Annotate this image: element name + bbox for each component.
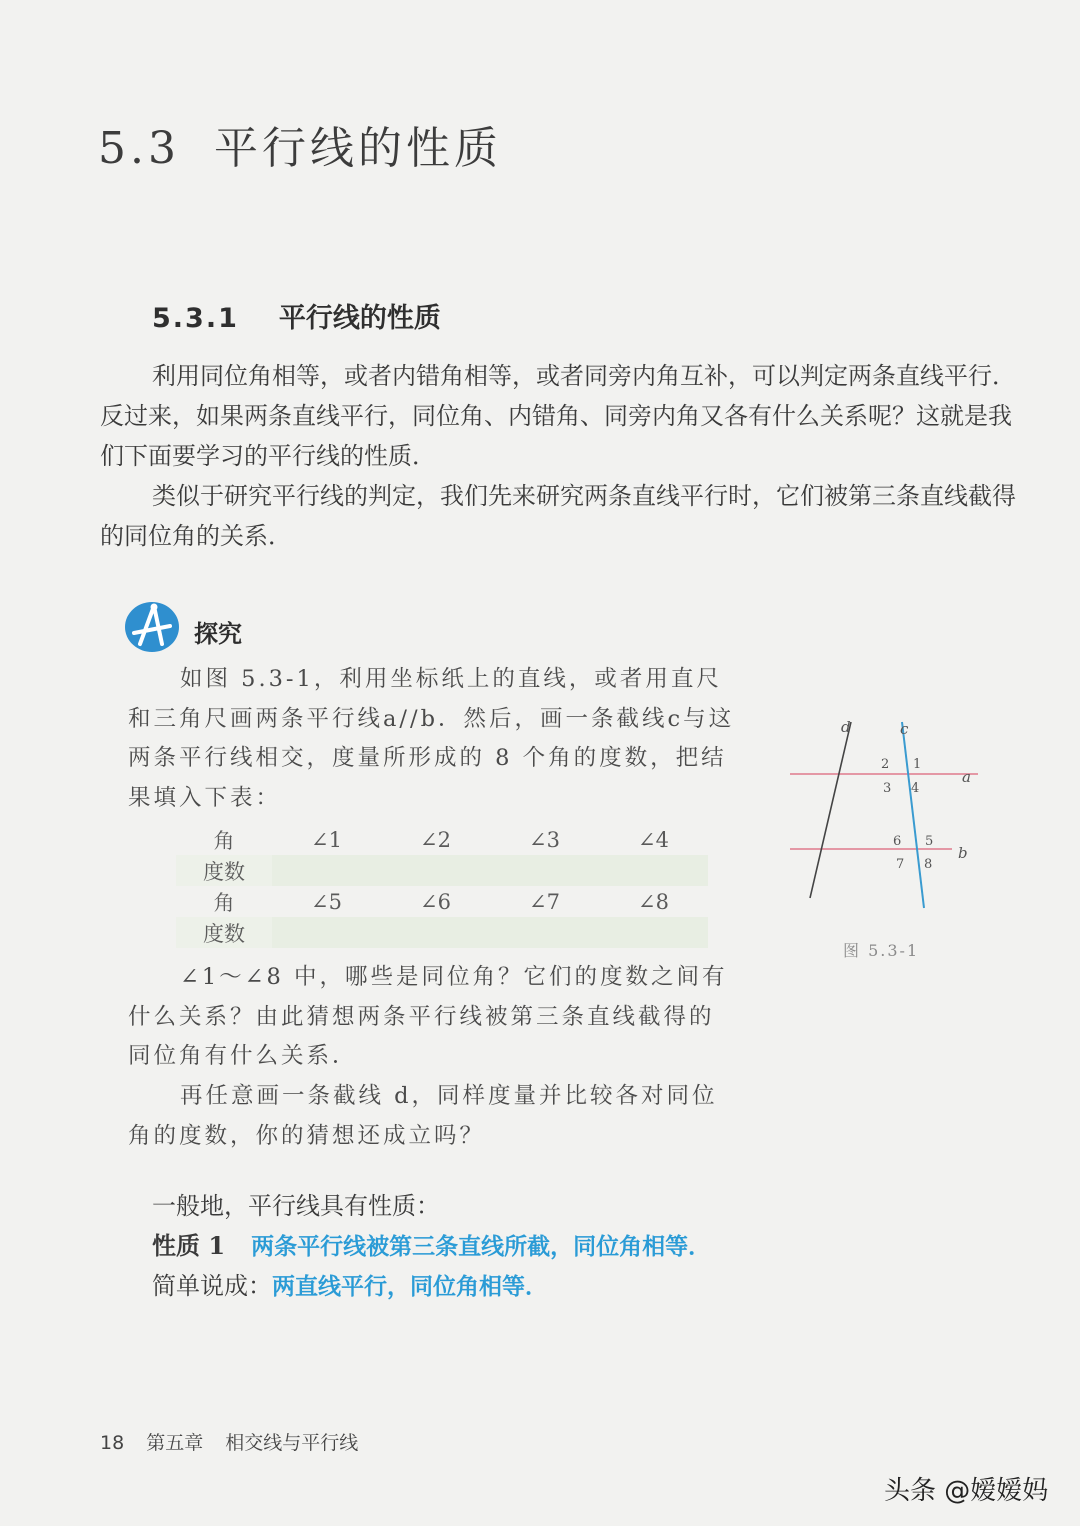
table-cell: ∠1	[311, 827, 342, 852]
general-statement: 一般地，平行线具有性质：	[152, 1192, 440, 1220]
table-row	[176, 855, 708, 886]
table-row	[176, 917, 708, 948]
chapter-label: 第五章	[146, 1432, 204, 1454]
page-number: 18	[100, 1432, 125, 1454]
table-cell	[381, 917, 490, 948]
table-cell	[272, 917, 381, 948]
table-cell: ∠2	[420, 827, 451, 852]
page-footer	[100, 1428, 358, 1455]
section-number: 5.3	[98, 123, 180, 174]
property-1	[152, 1226, 711, 1261]
explore-paragraph-3: 再任意画一条截线 d，同样度量并比较各对同位角的度数，你的猜想还成立吗？	[128, 1083, 718, 1149]
table-cell	[381, 855, 490, 886]
table-row-header: 度数	[176, 855, 272, 886]
label-d: d	[841, 718, 851, 736]
angle-measure-table	[176, 824, 708, 948]
table-cell	[490, 917, 599, 948]
table-cell: ∠4	[638, 827, 669, 852]
angle-6-label: 6	[893, 834, 902, 849]
table-cell	[490, 855, 599, 886]
angle-2-label: 2	[881, 757, 890, 772]
table-cell	[599, 917, 708, 948]
compass-explore-icon	[124, 600, 182, 658]
section-title-text: 平行线的性质	[213, 123, 502, 174]
property-label: 性质 1	[152, 1231, 226, 1260]
angle-4-label: 4	[911, 781, 920, 796]
table-cell: ∠6	[420, 889, 451, 914]
short-statement: 两直线平行，同位角相等．	[272, 1274, 548, 1300]
transversal-c	[902, 722, 924, 908]
table-cell: ∠7	[529, 889, 560, 914]
watermark: 头条 @嫒嫒妈	[884, 1476, 1049, 1506]
angle-1-label: 1	[913, 757, 922, 772]
angle-5-label: 5	[925, 834, 934, 849]
table-cell: ∠3	[529, 827, 560, 852]
table-row	[176, 886, 708, 917]
subsection-title-text: 平行线的性质	[278, 303, 441, 334]
angle-7-label: 7	[896, 857, 905, 872]
table-row-header: 度数	[176, 917, 272, 948]
figure-caption: 图 5.3-1	[843, 941, 920, 960]
subsection-title	[152, 296, 441, 335]
chapter-title: 相交线与平行线	[225, 1432, 359, 1454]
table-cell	[272, 855, 381, 886]
intro-paragraph-2: 类似于研究平行线的判定，我们先来研究两条直线平行时，它们被第三条直线截得的同位角的关系．	[100, 482, 1016, 550]
transversal-d	[810, 722, 851, 898]
short-prefix: 简单说成：	[152, 1272, 272, 1300]
table-row-header: 角	[213, 890, 235, 915]
property-short-form	[152, 1266, 548, 1301]
label-a: a	[962, 768, 971, 786]
angle-3-label: 3	[883, 781, 892, 796]
table-cell	[599, 855, 708, 886]
property-statement: 两条平行线被第三条直线所截，同位角相等．	[251, 1234, 712, 1260]
subsection-number: 5.3.1	[152, 303, 239, 334]
explore-paragraph-1: 如图 5.3-1，利用坐标纸上的直线，或者用直尺和三角尺画两条平行线a//b．然后，画一条截线c与这两条平行线相交，度量所形成的 8 个角的度数，把结果填入下表：	[128, 666, 735, 811]
explore-paragraph-2: ∠1～∠8 中，哪些是同位角？它们的度数之间有什么关系？由此猜想两条平行线被第三条直线截得的同位角有什么关系．	[128, 964, 728, 1069]
intro-paragraph-1: 利用同位角相等，或者内错角相等，或者同旁内角互补，可以判定两条直线平行．反过来，如果两条直线平行，同位角、内错角、同旁内角又各有什么关系呢？这就是我们下面要学习的平行线的性质．	[100, 362, 1016, 470]
table-row	[176, 824, 708, 855]
label-c: c	[900, 720, 909, 738]
parallel-lines-figure	[780, 716, 990, 916]
label-b: b	[958, 844, 968, 862]
table-cell: ∠5	[311, 889, 342, 914]
table-cell: ∠8	[638, 889, 669, 914]
section-title	[98, 112, 502, 176]
table-row-header: 角	[213, 828, 235, 853]
explore-label: 探究	[194, 620, 242, 648]
angle-8-label: 8	[924, 857, 933, 872]
